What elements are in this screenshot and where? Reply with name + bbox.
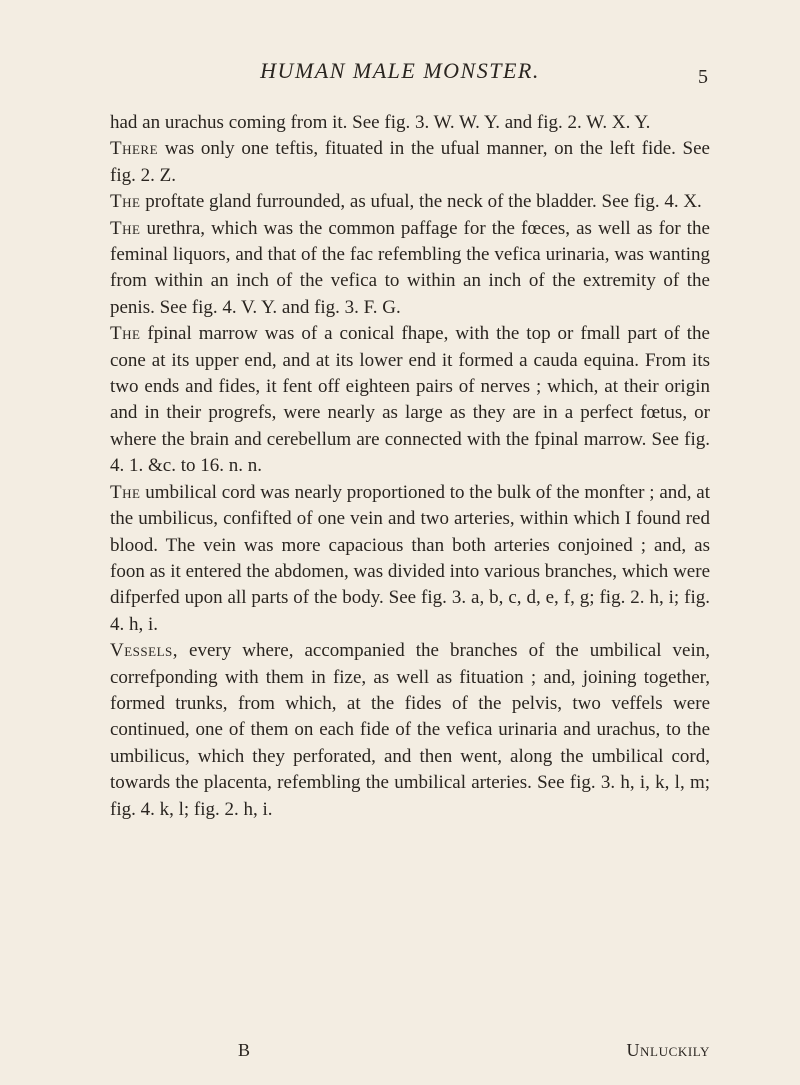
page-footer [110,1040,710,1068]
running-title: HUMAN MALE MONSTER. [260,58,540,83]
paragraph-3 [110,189,710,215]
paragraph-5 [110,321,710,479]
page-number: 5 [698,66,708,88]
paragraph-5-text: fpinal marrow was of a conical fhape, with the top or fmall part of the cone at its upper end, and at its lower end it formed a cauda equina. From its two ends and fides, it fent off eighteen pairs of nerves ; which, at their origin and in their progrefs, were nearly as large as they are in a perfect fœtus, or where the brain and cerebellum are connected with the fpinal marrow. See fig. 4. 1. &c. to 16. n. n. [110,323,710,477]
page-header [0,52,800,92]
paragraph-1 [110,110,710,136]
signature-mark: B [238,1040,251,1060]
paragraph-6-text: umbilical cord was nearly proportioned to the bulk of the monfter ; and, at the umbilicus, confifted of one vein and two arteries, within which I found red blood. The vein was more capacious than both arteries conjoined ; and, as foon as it entered the abdomen, was divided into various branches, which were difperfed upon all parts of the body. See fig. 3. a, b, c, d, e, f, g; fig. 2. h, i; fig. 4. h, i. [110,481,710,635]
paragraph-1-text: had an urachus coming from it. See fig. 3. W. W. Y. and fig. 2. W. X. Y. [110,112,651,133]
paragraph-4-lead: The [110,217,141,239]
paragraph-7-text: every where, accompanied the branches of the umbilical vein, correfponding with them in fize, as well as fituation ; and, joining together, formed trunks, from which, at the fides of the pelvis, two veffels were continued, one of them on each fide of the vefica urinaria and urachus, to the umbilicus, which they perforated, and then went, along the umbilical cord, towards the placenta, refembling the umbilical arteries. See fig. 3. h, i, k, l, m; fig. 4. k, l; fig. 2. h, i. [110,640,710,820]
paragraph-6-lead: The [110,481,141,503]
paragraph-4 [110,216,710,322]
paragraph-2-text: was only one teftis, fituated in the ufual manner, on the left fide. See fig. 2. Z. [110,138,710,186]
paragraph-3-text: proftate gland furrounded, as ufual, the neck of the bladder. See fig. 4. X. [140,191,702,213]
paragraph-2 [110,136,710,189]
paragraph-5-lead: The [110,323,141,345]
paragraph-6 [110,480,710,638]
paragraph-7-lead: Vessels, [110,640,178,662]
paragraph-7 [110,638,710,823]
paragraph-4-text: urethra, which was the common paffage for the fœces, as well as for the feminal liquors, and that of the fac refembling the vefica urinaria, was wanting from within an inch of the vefica to within an inch of the extremity of the penis. See fig. 4. V. Y. and fig. 3. F. G. [110,217,710,318]
catchword: Unluckily [626,1040,710,1060]
body-text [110,110,710,823]
paragraph-2-lead: There [110,138,159,160]
paragraph-3-lead: The [110,191,141,213]
